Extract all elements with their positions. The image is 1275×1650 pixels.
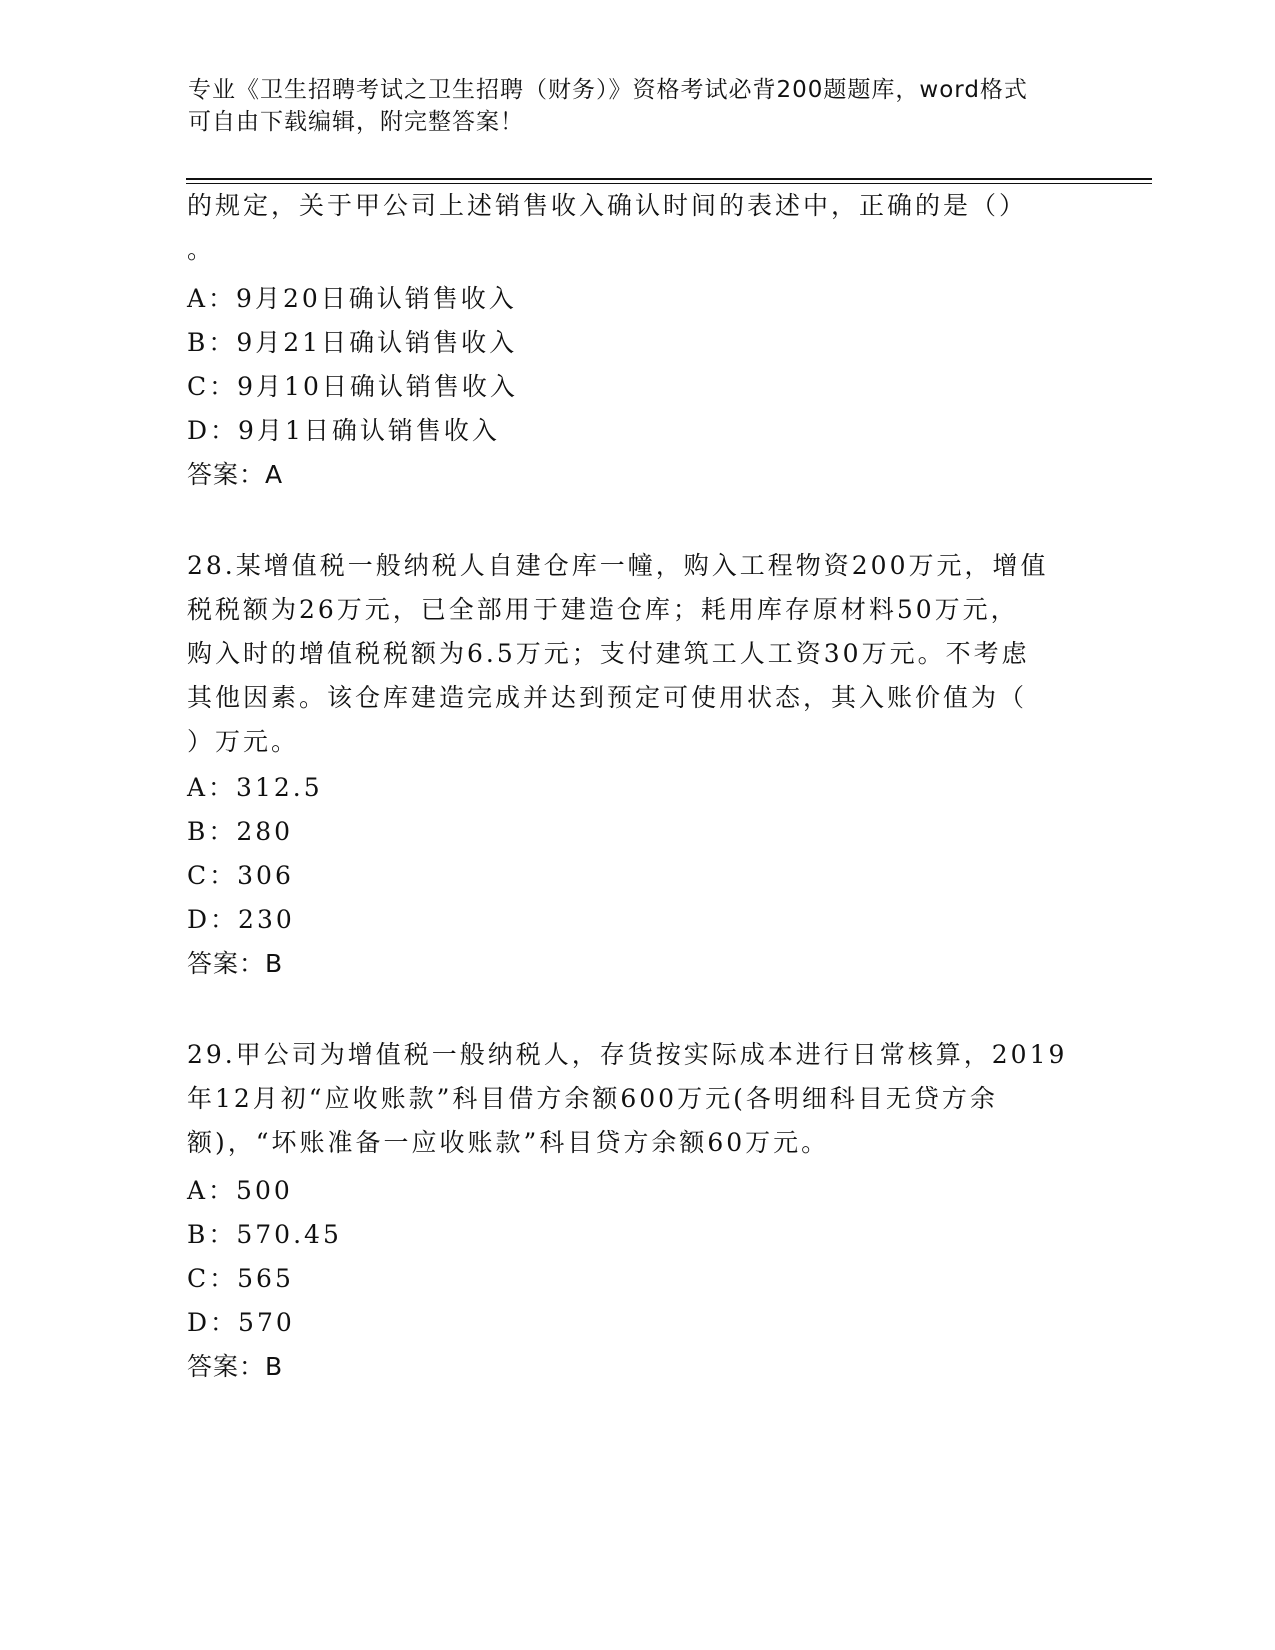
q29-answer: 答案：B xyxy=(187,1352,284,1381)
q28-option-d: D：230 xyxy=(187,905,295,934)
q28-option-b: B：280 xyxy=(187,817,294,846)
q29-option-c: C：565 xyxy=(187,1264,294,1293)
q28-stem-line-2: 税税额为26万元，已全部用于建造仓库；耗用库存原材料50万元， xyxy=(187,595,1019,624)
q28-stem-line-4: 其他因素。该仓库建造完成并达到预定可使用状态，其入账价值为（ xyxy=(187,683,1028,712)
q29-option-a: A：500 xyxy=(187,1176,293,1205)
header-rule-thin xyxy=(186,183,1152,184)
q27-option-d: D：9月1日确认销售收入 xyxy=(187,416,500,445)
q27-option-b: B：9月21日确认销售收入 xyxy=(187,328,518,357)
q28-stem-line-5: ）万元。 xyxy=(187,727,300,756)
q29-stem-line-3: 额)，“坏账准备一应收账款”科目贷方余额60万元。 xyxy=(187,1128,830,1157)
q29-stem-line-2: 年12月初“应收账款”科目借方余额600万元(各明细科目无贷方余 xyxy=(187,1084,998,1113)
q28-option-a: A：312.5 xyxy=(187,773,323,802)
q28-answer: 答案：B xyxy=(187,949,284,978)
q27-option-a: A：9月20日确认销售收入 xyxy=(187,284,517,313)
header-rule-thick xyxy=(186,178,1152,180)
q28-stem-line-3: 购入时的增值税税额为6.5万元；支付建筑工人工资30万元。不考虑 xyxy=(187,639,1030,668)
q29-option-b: B：570.45 xyxy=(187,1220,342,1249)
q27-stem-line-1: 的规定，关于甲公司上述销售收入确认时间的表述中，正确的是（） xyxy=(187,191,1028,220)
q27-stem-line-2: 。 xyxy=(187,235,216,264)
header-line-1: 专业《卫生招聘考试之卫生招聘（财务）》资格考试必背200题题库，word格式 xyxy=(188,77,1028,103)
q28-option-c: C：306 xyxy=(187,861,294,890)
q27-answer: 答案：A xyxy=(187,460,284,489)
q28-stem-line-1: 28.某增值税一般纳税人自建仓库一幢，购入工程物资200万元，增值 xyxy=(187,551,1049,580)
q29-stem-line-1: 29.甲公司为增值税一般纳税人，存货按实际成本进行日常核算，2019 xyxy=(187,1040,1068,1069)
q29-option-d: D：570 xyxy=(187,1308,295,1337)
header-line-2: 可自由下载编辑，附完整答案！ xyxy=(188,109,524,135)
document-header xyxy=(188,74,1088,138)
q27-option-c: C：9月10日确认销售收入 xyxy=(187,372,518,401)
